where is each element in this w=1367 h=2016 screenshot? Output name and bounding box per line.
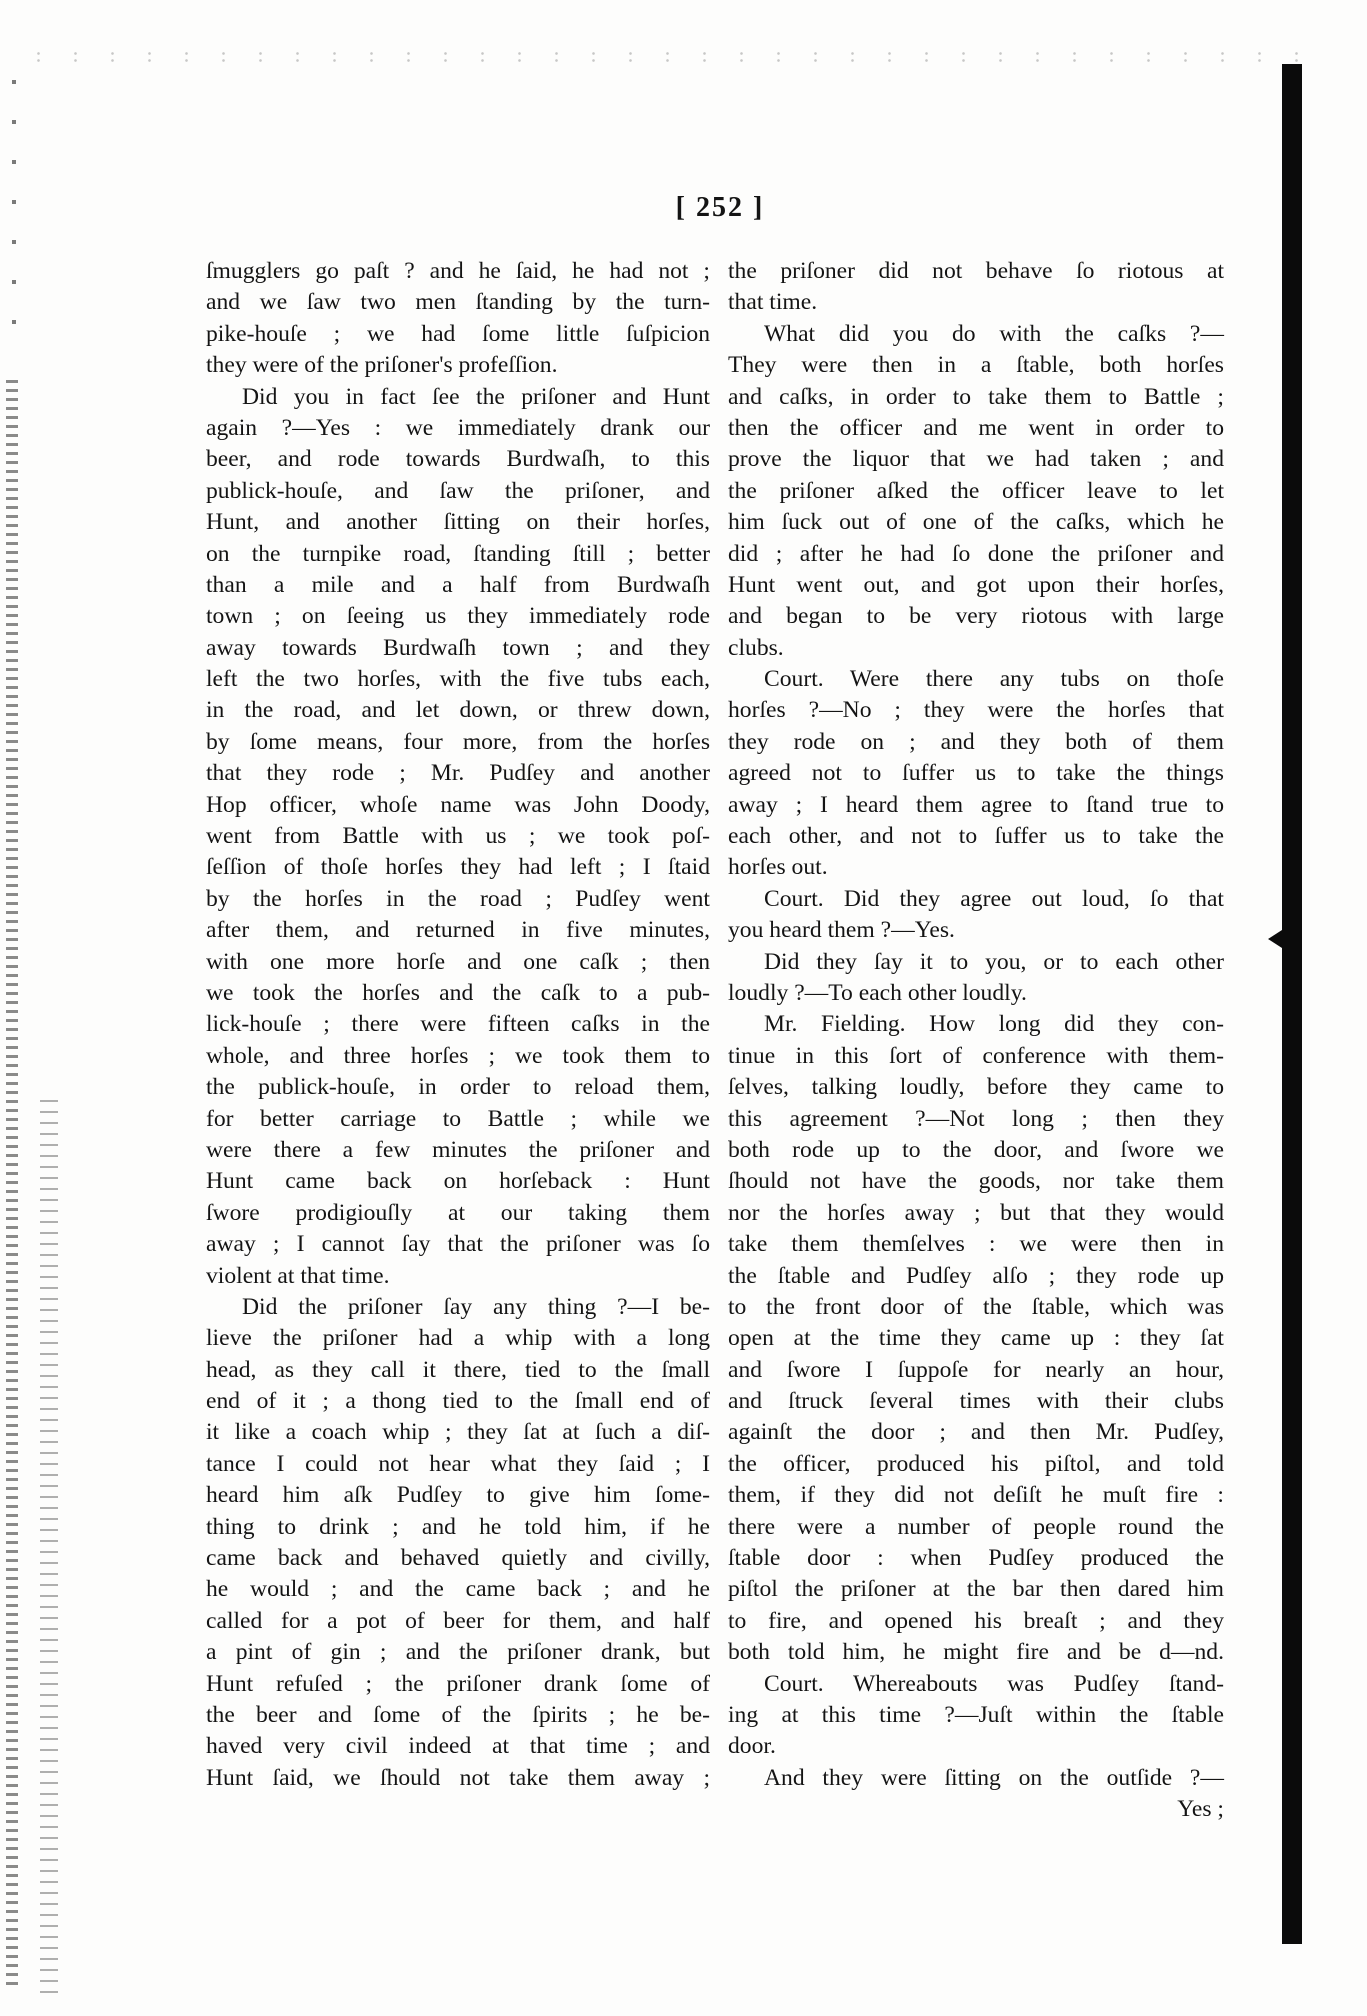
text-line: away towards Burdwaſh town ; and they: [206, 634, 710, 661]
text-line: he would ; and the came back ; and he: [206, 1576, 710, 1603]
text-line: agreed not to ſuffer us to take the things: [728, 760, 1224, 787]
text-line: they were of the priſoner's profeſſion.: [206, 352, 558, 379]
text-line: Court. Whereabouts was Pudſey ſtand-: [764, 1670, 1224, 1697]
text-line: violent at that time.: [206, 1262, 390, 1289]
text-line: the priſoner did not behave ſo riotous at: [728, 258, 1224, 284]
text-line: Mr. Fielding. How long did they con-: [764, 1011, 1224, 1038]
text-line: publick-houſe, and ſaw the priſoner, and: [206, 477, 710, 504]
text-line: with one more horſe and one caſk ; then: [206, 948, 710, 975]
text-line: again ?—Yes : we immediately drank our: [206, 414, 710, 441]
text-line: you heard them ?—Yes.: [728, 917, 955, 944]
text-line: nor the horſes away ; but that they would: [728, 1199, 1224, 1226]
text-line: did ; after he had ſo done the priſoner and: [728, 540, 1224, 567]
text-line: Hunt came back on horſeback : Hunt: [206, 1168, 710, 1195]
text-line: Court. Did they agree out loud, ſo that: [764, 885, 1224, 912]
text-line: left the two horſes, with the five tubs each,: [206, 666, 710, 693]
text-line: by the horſes in the road ; Pudſey went: [206, 885, 710, 912]
text-line: and ſtruck ſeveral times with their clubs: [728, 1388, 1224, 1415]
text-line: the publick-houſe, in order to reload them,: [206, 1074, 710, 1101]
text-line: lick-houſe ; there were fifteen caſks in the: [206, 1011, 710, 1038]
text-line: pike-houſe ; we had ſome little ſuſpicion: [206, 320, 710, 347]
text-line: clubs.: [728, 634, 784, 661]
text-line: door.: [728, 1733, 776, 1760]
text-line: Hunt went out, and got upon their horſes,: [728, 571, 1224, 598]
text-line: Did you in fact ſee the priſoner and Hunt: [242, 383, 710, 410]
text-line: than a mile and a half from Burdwaſh: [206, 571, 710, 598]
text-line: ſelves, talking loudly, before they came to: [728, 1074, 1224, 1101]
text-line: each other, and not to ſuffer us to take the: [728, 823, 1224, 850]
text-line: What did you do with the caſks ?—: [764, 320, 1224, 347]
text-line: Hunt ſaid, we ſhould not take them away ;: [206, 1764, 710, 1791]
text-line: Hunt refuſed ; the priſoner drank ſome of: [206, 1670, 710, 1697]
text-line: Yes ;: [1177, 1796, 1224, 1823]
text-line: piſtol the priſoner at the bar then dared him: [728, 1576, 1224, 1603]
text-line: the officer, produced his piſtol, and told: [728, 1450, 1224, 1477]
left-text-column: [206, 256, 710, 1794]
text-line: They were then in a ſtable, both horſes: [728, 352, 1224, 379]
text-line: ſwore prodigiouſly at our taking them: [206, 1199, 710, 1226]
text-line: and began to be very riotous with large: [728, 603, 1224, 630]
text-line: away ; I cannot ſay that the priſoner was ſo: [206, 1231, 710, 1258]
text-line: that time.: [728, 289, 818, 316]
text-line: went from Battle with us ; we took poſ-: [206, 823, 710, 850]
text-line: they rode on ; and they both of them: [728, 728, 1224, 755]
scan-edge-marks: [12, 80, 16, 340]
text-line: town ; on ſeeing us they immediately rode: [206, 603, 710, 630]
text-line: the priſoner aſked the officer leave to let: [728, 477, 1224, 504]
text-line: and we ſaw two men ſtanding by the turn-: [206, 289, 710, 316]
text-line: away ; I heard them agree to ſtand true to: [728, 791, 1224, 818]
text-line: Did they ſay it to you, or to each other: [764, 948, 1224, 975]
text-line: came back and behaved quietly and civilly,: [206, 1545, 710, 1572]
text-line: were there a few minutes the priſoner and: [206, 1136, 710, 1163]
text-line: to fire, and opened his breaſt ; and they: [728, 1607, 1224, 1634]
text-line: it like a coach whip ; they ſat at ſuch a diſ-: [206, 1419, 710, 1446]
scan-edge-shadow-lower: [40, 1100, 58, 2000]
text-line: heard him aſk Pudſey to give him ſome-: [206, 1482, 710, 1509]
text-line: called for a pot of beer for them, and half: [206, 1607, 710, 1634]
text-line: a pint of gin ; and the priſoner drank, but: [206, 1639, 710, 1666]
text-line: haved very civil indeed at that time ; and: [206, 1733, 710, 1760]
text-line: Hunt, and another ſitting on their horſes,: [206, 509, 710, 536]
scan-noise: [20, 50, 1330, 62]
text-line: againſt the door ; and then Mr. Pudſey,: [728, 1419, 1224, 1446]
text-line: loudly ?—To each other loudly.: [728, 979, 1027, 1006]
text-line: there were a number of people round the: [728, 1513, 1224, 1540]
text-line: ing at this time ?—Juſt within the ſtable: [728, 1701, 1224, 1728]
text-line: tance I could not hear what they ſaid ; I: [206, 1450, 710, 1477]
text-line: ſhould not have the goods, nor take them: [728, 1168, 1224, 1195]
text-line: take them themſelves : we were then in: [728, 1231, 1224, 1258]
scan-edge-shadow: [6, 380, 18, 1990]
text-line: him ſuck out of one of the caſks, which he: [728, 509, 1224, 536]
text-line: both rode up to the door, and ſwore we: [728, 1136, 1224, 1163]
text-line: prove the liquor that we had taken ; and: [728, 446, 1224, 473]
text-line: after them, and returned in five minutes,: [206, 917, 710, 944]
text-line: horſes out.: [728, 854, 828, 881]
text-line: this agreement ?—Not long ; then they: [728, 1105, 1224, 1132]
text-line: them, if they did not deſiſt he muſt fire :: [728, 1482, 1224, 1509]
binding-notch: [1268, 930, 1282, 948]
text-line: end of it ; a thong tied to the ſmall end of: [206, 1388, 710, 1415]
text-line: and ſwore I ſuppoſe for nearly an hour,: [728, 1356, 1224, 1383]
text-line: ſmugglers go paſt ? and he ſaid, he had not ;: [206, 258, 710, 284]
text-line: the ſtable and Pudſey alſo ; they rode up: [728, 1262, 1224, 1289]
text-line: on the turnpike road, ſtanding ſtill ; better: [206, 540, 710, 567]
text-line: head, as they call it there, tied to the ſmall: [206, 1356, 710, 1383]
text-line: for better carriage to Battle ; while we: [206, 1105, 710, 1132]
text-line: and caſks, in order to take them to Battle ;: [728, 383, 1224, 410]
text-line: in the road, and let down, or threw down,: [206, 697, 710, 724]
text-line: then the officer and me went in order to: [728, 414, 1224, 441]
text-line: ſeſſion of thoſe horſes they had left ; I ſtaid: [206, 854, 710, 881]
text-line: thing to drink ; and he told him, if he: [206, 1513, 710, 1540]
right-text-column: [728, 256, 1224, 1826]
text-line: that they rode ; Mr. Pudſey and another: [206, 760, 710, 787]
text-line: both told him, he might fire and be d—nd.: [728, 1639, 1224, 1666]
text-line: tinue in this ſort of conference with them-: [728, 1042, 1224, 1069]
text-line: ſtable door : when Pudſey produced the: [728, 1545, 1224, 1572]
text-line: lieve the priſoner had a whip with a long: [206, 1325, 710, 1352]
text-line: Did the priſoner ſay any thing ?—I be-: [242, 1293, 710, 1320]
text-line: Court. Were there any tubs on thoſe: [764, 666, 1224, 693]
text-line: by ſome means, four more, from the horſes: [206, 728, 710, 755]
text-line: And they were ſitting on the outſide ?—: [764, 1764, 1224, 1791]
text-line: to the front door of the ſtable, which was: [728, 1293, 1224, 1320]
page-number: [ 252 ]: [675, 192, 765, 223]
text-line: open at the time they came up : they ſat: [728, 1325, 1224, 1352]
text-line: beer, and rode towards Burdwaſh, to this: [206, 446, 710, 473]
text-line: horſes ?—No ; they were the horſes that: [728, 697, 1224, 724]
text-line: we took the horſes and the caſk to a pub-: [206, 979, 710, 1006]
text-line: Hop officer, whoſe name was John Doody,: [206, 791, 710, 818]
text-line: whole, and three horſes ; we took them to: [206, 1042, 710, 1069]
text-line: the beer and ſome of the ſpirits ; he be-: [206, 1701, 710, 1728]
binding-edge: [1282, 64, 1302, 1944]
